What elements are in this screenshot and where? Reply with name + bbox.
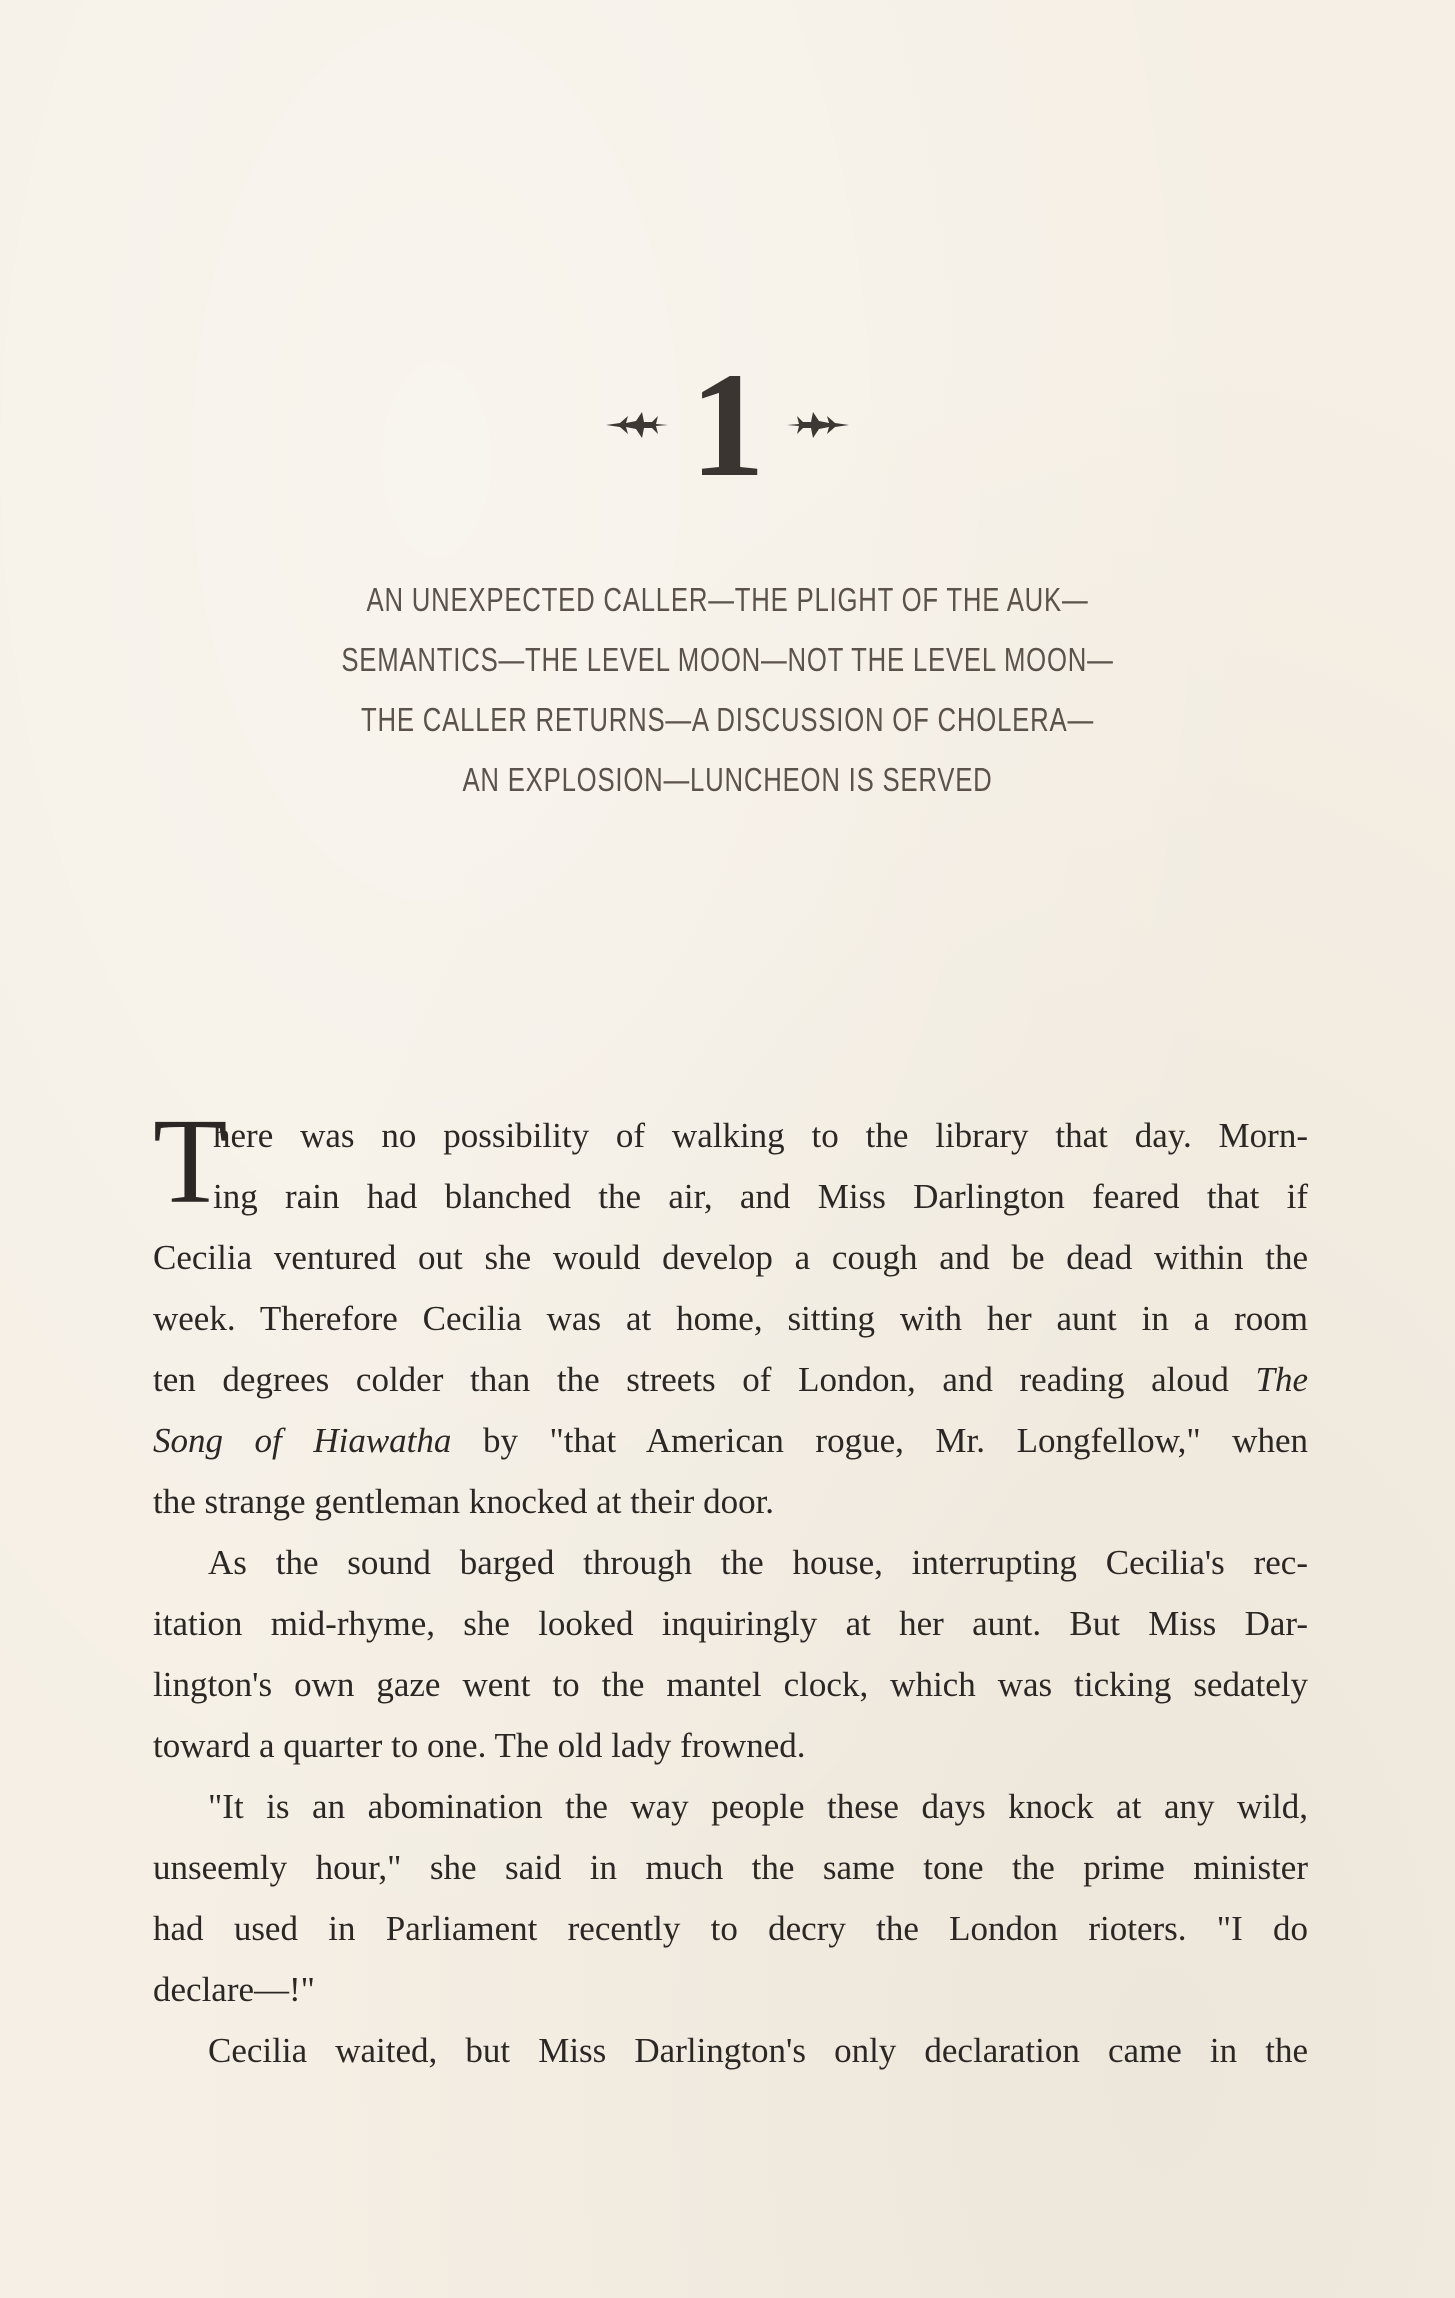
- chapter-body: [153, 1094, 1308, 2081]
- book-title-italic: Song of Hiawatha: [153, 1421, 452, 1460]
- text-line: Cecilia ventured out she would develop a cough and be dead within the: [153, 1238, 1308, 1277]
- text-line: declare—!": [153, 1970, 315, 2009]
- text-line: [153, 1410, 1308, 1471]
- summary-line: SEMANTICS—THE LEVEL MOON—NOT THE LEVEL MOON—: [341, 641, 1114, 678]
- drop-cap: T: [153, 1094, 228, 1229]
- text-line: toward a quarter to one. The old lady frowned.: [153, 1726, 806, 1765]
- text-line: As the sound barged through the house, interrupting Cecilia's rec-: [208, 1543, 1308, 1582]
- text-line: ing rain had blanched the air, and Miss Darlington feared that if: [213, 1177, 1308, 1216]
- paragraph-3: [153, 1776, 1308, 2020]
- summary-line: AN UNEXPECTED CALLER—THE PLIGHT OF THE AUK—: [366, 581, 1089, 618]
- text-line: [153, 1349, 1308, 1410]
- text-line: Cecilia waited, but Miss Darlington's only declaration came in the: [208, 2031, 1308, 2070]
- paragraph-2: [153, 1532, 1308, 1776]
- text-line: the strange gentleman knocked at their door.: [153, 1482, 775, 1521]
- text-line: lington's own gaze went to the mantel clock, which was ticking sedately: [153, 1665, 1308, 1704]
- text-line: "It is an abomination the way people these days knock at any wild,: [208, 1787, 1308, 1826]
- chapter-summary: [230, 570, 1225, 810]
- book-title-italic: The: [1255, 1360, 1308, 1399]
- right-fleuron-icon: [787, 410, 849, 440]
- chapter-heading: [0, 342, 1455, 508]
- summary-line: THE CALLER RETURNS—A DISCUSSION OF CHOLERA—: [361, 701, 1094, 738]
- summary-line: AN EXPLOSION—LUNCHEON IS SERVED: [462, 761, 993, 798]
- left-fleuron-icon: [606, 410, 668, 440]
- text-line: had used in Parliament recently to decry the London rioters. "I do: [153, 1909, 1308, 1948]
- text-segment: by "that American rogue, Mr. Longfellow," when: [451, 1421, 1308, 1460]
- paragraph-4: [153, 2020, 1308, 2081]
- text-segment: ten degrees colder than the streets of London, and reading aloud: [153, 1360, 1256, 1399]
- text-line: here was no possibility of walking to the library that day. Morn-: [213, 1116, 1308, 1155]
- chapter-number: 1: [690, 342, 765, 508]
- text-line: itation mid-rhyme, she looked inquiringly at her aunt. But Miss Dar-: [153, 1604, 1308, 1643]
- text-line: week. Therefore Cecilia was at home, sitting with her aunt in a room: [153, 1299, 1308, 1338]
- text-line: unseemly hour," she said in much the same tone the prime minister: [153, 1848, 1308, 1887]
- paragraph-1: [153, 1094, 1308, 1532]
